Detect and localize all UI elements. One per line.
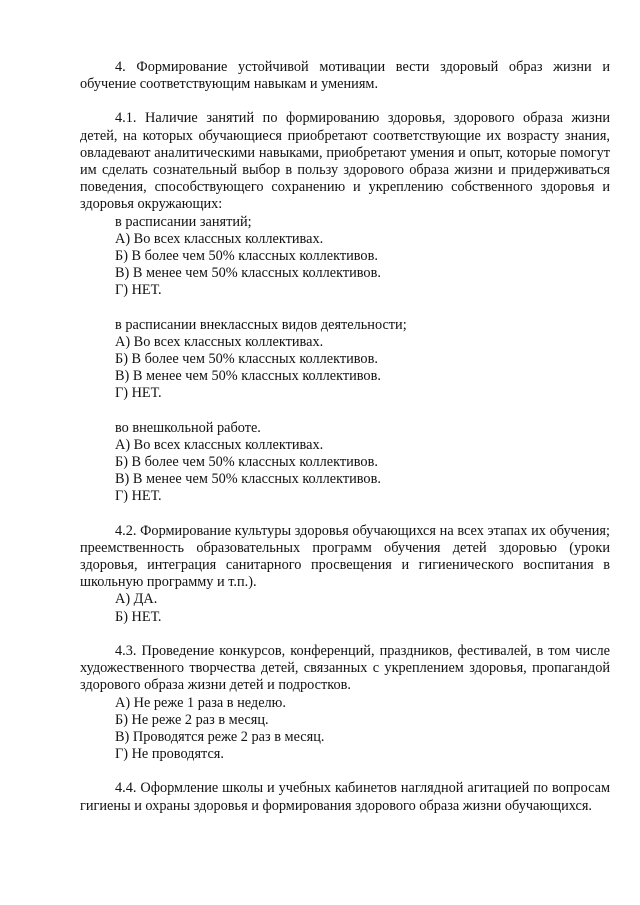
option-item: Г) НЕТ.: [115, 282, 162, 299]
section-4-4-text: 4.4. Оформление школы и учебных кабинетов наглядной агитацией по вопросам гигиены и охраны здоровья и формирования здорового образа жизни обучающихся.: [80, 780, 610, 814]
option-item: Б) В более чем 50% классных коллективов.: [115, 248, 378, 265]
spacer: [80, 626, 610, 643]
group-title: во внешкольной работе.: [115, 419, 261, 436]
option-item: В) Проводятся реже 2 раз в месяц.: [115, 728, 325, 745]
option-item: Г) НЕТ.: [115, 385, 162, 402]
option-item: Б) НЕТ.: [115, 608, 162, 625]
option-item: А) Во всех классных коллективах.: [115, 333, 324, 350]
spacer: [80, 300, 610, 317]
section-4-2-text: 4.2. Формирование культуры здоровья обучающихся на всех этапах их обучения; преемственность образовательных программ обучения детей здоровью (уроки здоровья, интеграция санитарного просвещения и гигиенического воспитания в школьную программу и т.п.).: [80, 522, 610, 591]
option-item: А) ДА.: [115, 591, 158, 608]
option-item: А) Во всех классных коллективах.: [115, 230, 324, 247]
option-item: Г) Не проводятся.: [115, 746, 224, 763]
section-4-3-text: 4.3. Проведение конкурсов, конференций, праздников, фестивалей, в том числе художественного творчества детей, связанных с укреплением здоровья, пропагандой здорового образа жизни детей и подростков.: [80, 642, 610, 694]
spacer: [80, 93, 610, 110]
option-item: В) В менее чем 50% классных коллективов.: [115, 471, 381, 488]
option-item: В) В менее чем 50% классных коллективов.: [115, 265, 381, 282]
option-item: А) Во всех классных коллективах.: [115, 436, 324, 453]
document-content: [80, 59, 610, 815]
option-item: Б) В более чем 50% классных коллективов.: [115, 351, 378, 368]
option-item: А) Не реже 1 раза в неделю.: [115, 694, 286, 711]
spacer: [80, 763, 610, 780]
spacer: [80, 506, 610, 523]
group-title: в расписании внеклассных видов деятельности;: [115, 316, 407, 333]
option-item: Б) В более чем 50% классных коллективов.: [115, 454, 378, 471]
group-title: в расписании занятий;: [115, 213, 252, 230]
option-item: Г) НЕТ.: [115, 488, 162, 505]
section-4-heading: 4. Формирование устойчивой мотивации вести здоровый образ жизни и обучение соответствующим навыкам и умениям.: [80, 59, 610, 93]
section-4-1-text: 4.1. Наличие занятий по формированию здоровья, здорового образа жизни детей, на которых обучающиеся приобретают соответствующие их возрасту знания, овладевают аналитическими навыками, приобретают умения и опыт, которые помогут им сделать сознательный выбор в пользу здорового образа жизни и придерживаться поведения, способствующего сохранению и укреплению собственного здоровья и здоровья окружающих:: [80, 110, 610, 213]
spacer: [80, 403, 610, 420]
option-item: В) В менее чем 50% классных коллективов.: [115, 368, 381, 385]
option-item: Б) Не реже 2 раз в месяц.: [115, 711, 269, 728]
